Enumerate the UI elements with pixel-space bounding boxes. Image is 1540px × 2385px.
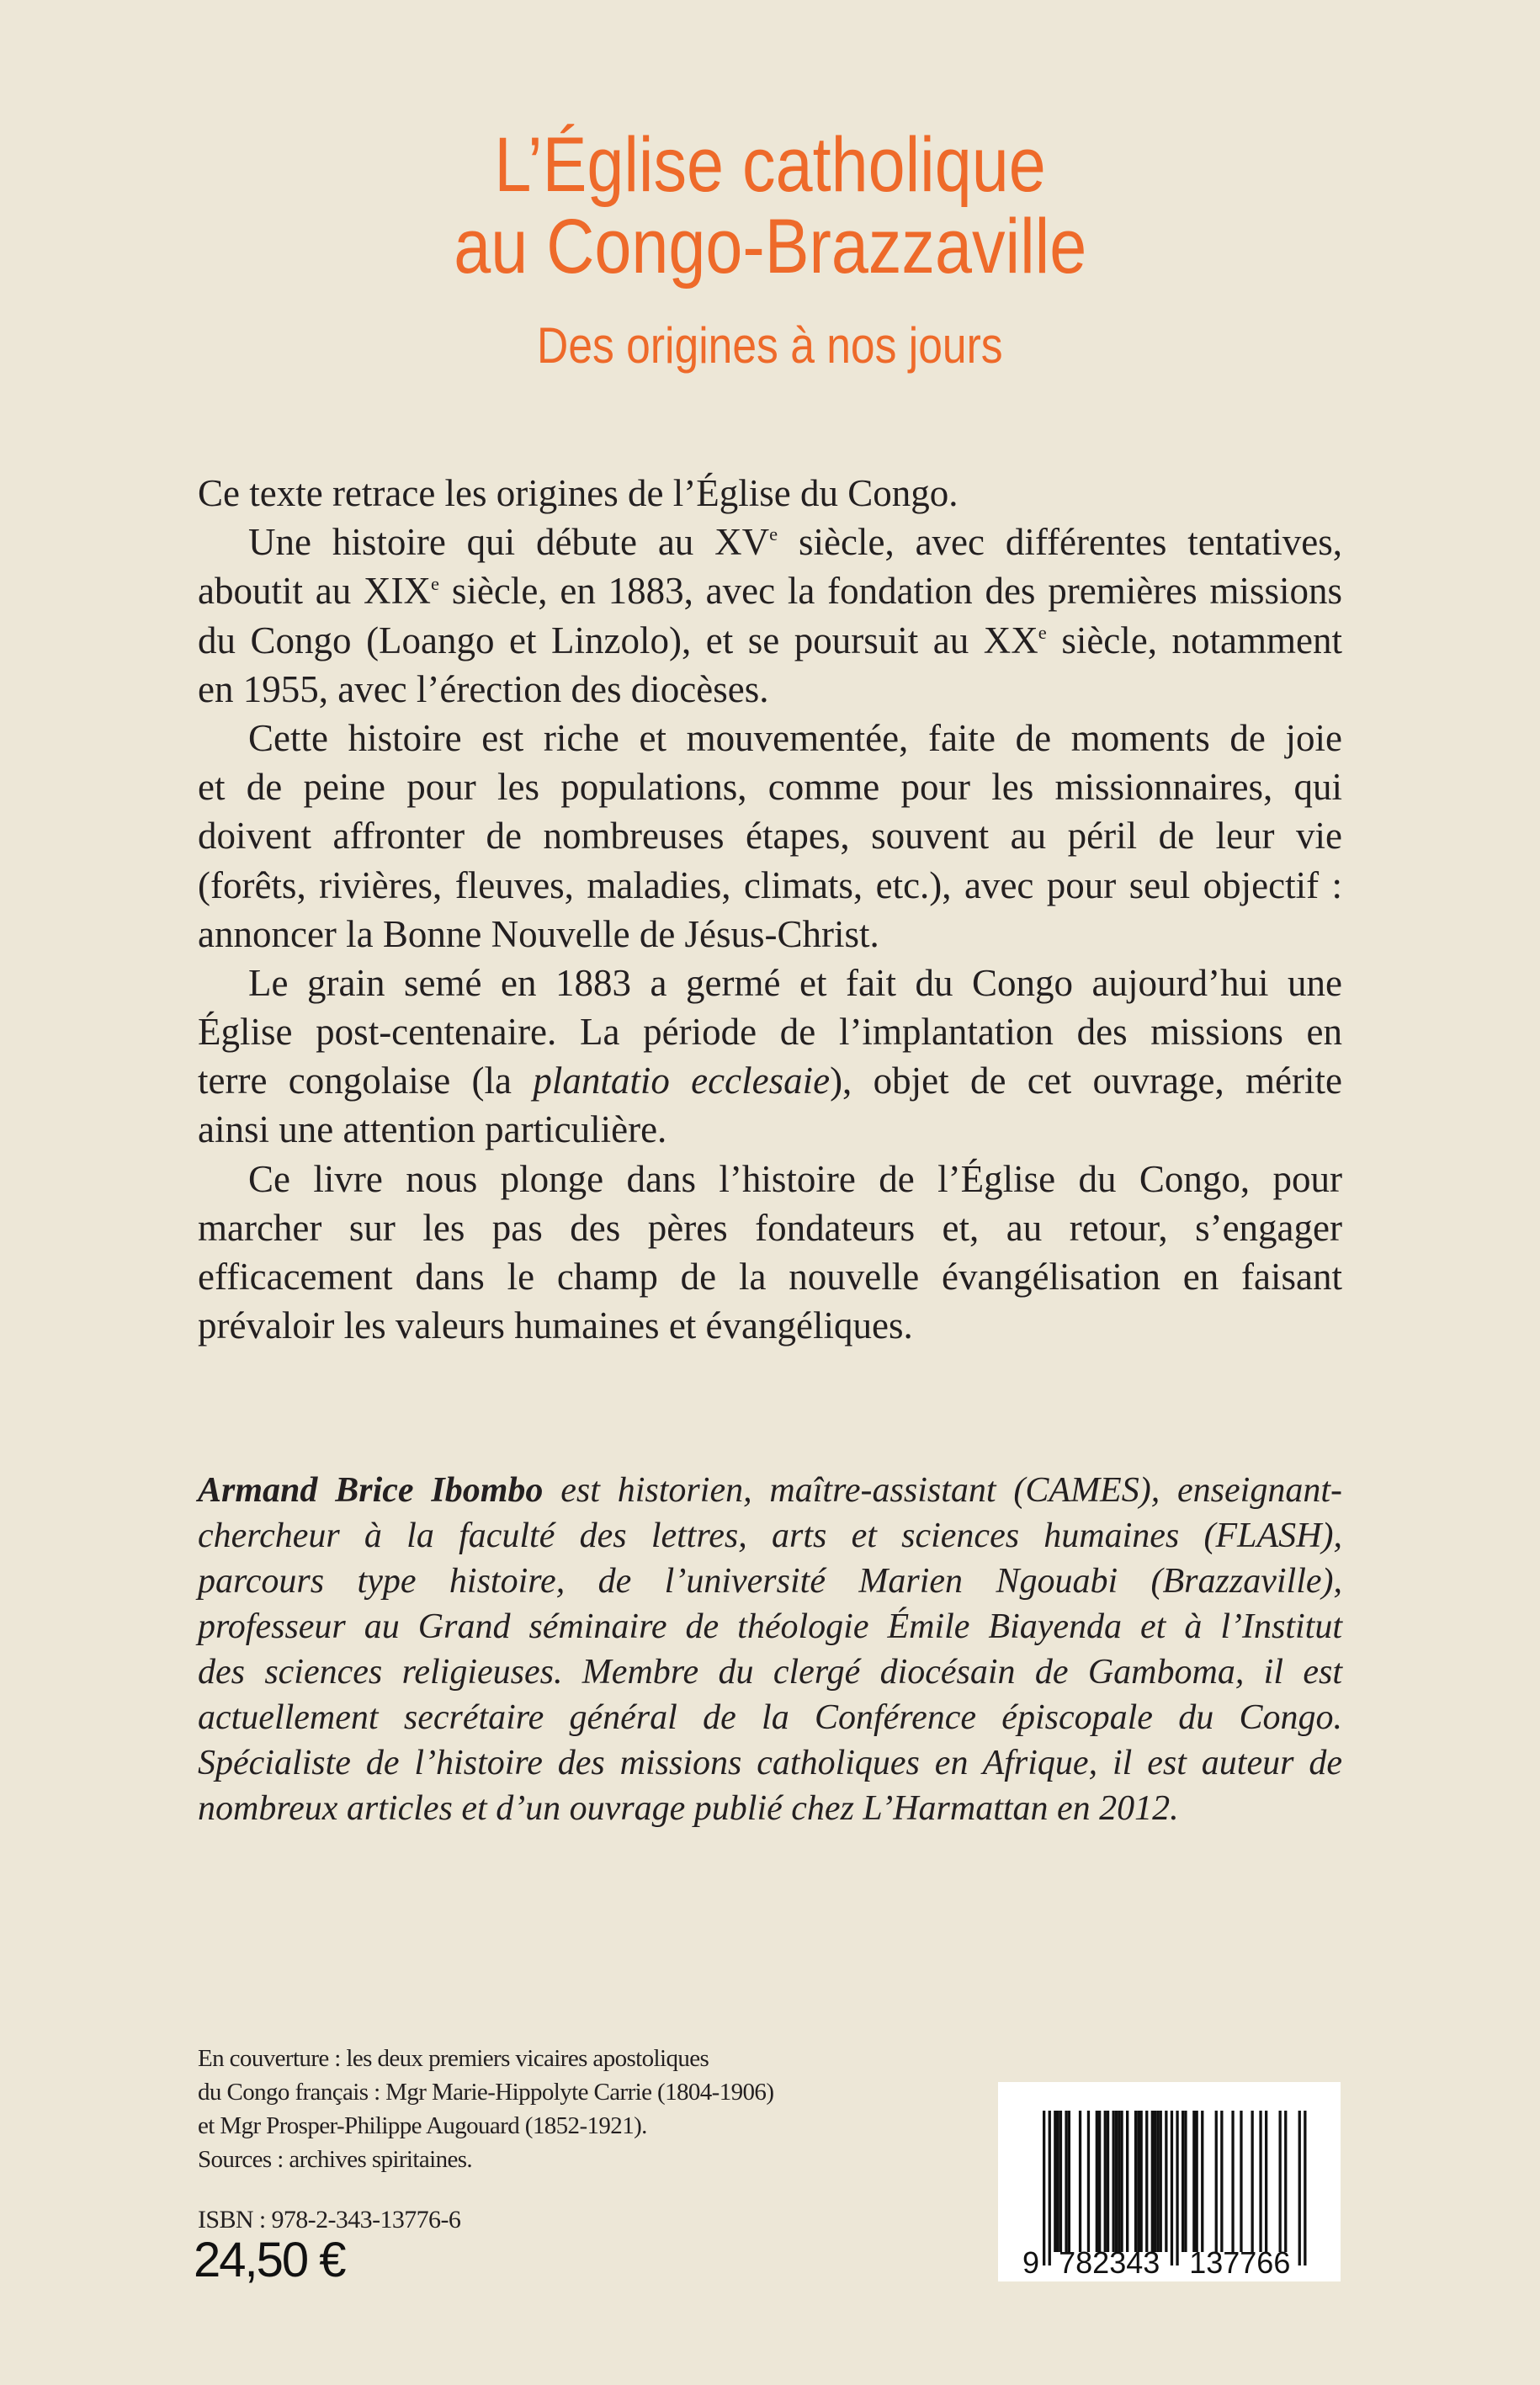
caption-line: En couverture : les deux premiers vicaires apostoliques — [198, 2045, 709, 2072]
barcode-bar — [1118, 2111, 1120, 2252]
text-line — [198, 1649, 1342, 1695]
barcode-bar — [1057, 2111, 1059, 2252]
title-text: L’Église catholique — [494, 122, 1046, 208]
superscript: e — [431, 572, 440, 594]
text-line — [198, 566, 1342, 615]
text-segment: Église post-centenaire. La période de l’implantation des missions en — [198, 1011, 1342, 1054]
barcode-bar — [1120, 2111, 1123, 2252]
book-title-line-2 — [0, 205, 1540, 289]
barcode-digits: 782343 — [1059, 2245, 1160, 2280]
summary-text — [198, 469, 1342, 1350]
text-line — [198, 1252, 1342, 1301]
text-line — [198, 1695, 1342, 1740]
barcode-digits: 9 — [1022, 2245, 1040, 2280]
superscript: e — [769, 523, 778, 545]
barcode-bar — [1156, 2111, 1159, 2252]
text-segment: marcher sur les pas des pères fondateurs et, au retour, s’engager — [198, 1206, 1342, 1249]
barcode-bar — [1160, 2111, 1162, 2252]
text-line — [198, 1786, 1342, 1831]
barcode-bar — [1068, 2111, 1070, 2252]
text-line — [198, 714, 1342, 762]
subtitle-text: Des origines à nos jours — [537, 317, 1003, 374]
text-segment: doivent affronter de nombreuses étapes, souvent au péril de leur vie — [198, 815, 1342, 858]
text-segment: et de peine pour les populations, comme pour les missionnaires, qui — [198, 766, 1342, 809]
text-segment: siècle, en 1883, avec la fondation des premières missions — [439, 570, 1342, 613]
barcode — [998, 2082, 1341, 2281]
text-line — [198, 1203, 1342, 1252]
title-text: au Congo-Brazzaville — [453, 204, 1087, 289]
text-line — [198, 1155, 1342, 1203]
barcode-bar — [1265, 2111, 1267, 2252]
barcode-graphic — [998, 2082, 1341, 2281]
text-line — [198, 518, 1342, 566]
text-segment: parcours type histoire, de l’université Marien Ngouabi (Brazzaville), — [198, 1562, 1342, 1601]
text-segment: Ce texte retrace les origines de l’Église du Congo. — [198, 472, 959, 514]
barcode-bar — [1140, 2111, 1143, 2252]
text-segment: Spécialiste de l’histoire des missions catholiques en Afrique, il est auteur de — [198, 1744, 1342, 1782]
barcode-bar — [1298, 2111, 1301, 2265]
barcode-bar — [1171, 2111, 1173, 2265]
barcode-bar — [1079, 2111, 1081, 2252]
barcode-bar — [1043, 2111, 1045, 2265]
isbn: ISBN : 978-2-343-13776-6 — [198, 2206, 461, 2234]
text-line — [198, 1007, 1342, 1056]
barcode-bar — [1184, 2111, 1187, 2252]
caption-line: et Mgr Prosper-Philippe Augouard (1852-1921). — [198, 2112, 647, 2139]
text-segment: terre congolaise (la — [198, 1060, 534, 1102]
text-segment: aboutit au XIX — [198, 570, 432, 613]
text-line — [198, 1105, 1342, 1154]
text-segment: nombreux articles et d’un ouvrage publié chez L’Harmattan en 2012. — [198, 1789, 1179, 1828]
text-segment: siècle, notamment — [1046, 619, 1342, 661]
barcode-bar — [1192, 2111, 1195, 2252]
barcode-bar — [1251, 2111, 1254, 2252]
text-line — [198, 665, 1342, 714]
barcode-bar — [1134, 2111, 1137, 2252]
barcode-bar — [1049, 2111, 1051, 2265]
barcode-bar — [1279, 2111, 1282, 2252]
caption-line: Sources : archives spiritaines. — [198, 2146, 473, 2173]
barcode-bar — [1126, 2111, 1128, 2252]
barcode-bar — [1165, 2111, 1167, 2252]
text-segment: actuellement secrétaire général de la Conférence épiscopale du Congo. — [198, 1698, 1342, 1737]
text-segment: (forêts, rivières, fleuves, maladies, climats, etc.), avec pour seul objectif : — [198, 863, 1342, 906]
text-line — [198, 1604, 1342, 1649]
text-line — [198, 1056, 1342, 1105]
barcode-bar — [1115, 2111, 1118, 2252]
barcode-bar — [1065, 2111, 1067, 2252]
text-line — [198, 1468, 1342, 1513]
barcode-bar — [1145, 2111, 1148, 2252]
text-line — [198, 1559, 1342, 1604]
text-segment: professeur au Grand séminaire de théologie Émile Biayenda et à l’Institut — [198, 1607, 1342, 1646]
text-line — [198, 861, 1342, 910]
barcode-bar — [1059, 2111, 1062, 2252]
text-segment: Le grain semé en 1883 a germé et fait du Congo aujourd’hui une — [248, 961, 1342, 1004]
barcode-bar — [1098, 2111, 1101, 2252]
barcode-bar — [1154, 2111, 1156, 2252]
barcode-bar — [1176, 2111, 1178, 2265]
text-segment: Ce livre nous plonge dans l’histoire de l’Église du Congo, pour — [248, 1157, 1342, 1200]
text-line — [198, 910, 1342, 959]
barcode-bar — [1284, 2111, 1287, 2252]
barcode-bar — [1259, 2111, 1261, 2252]
price: 24,50 € — [194, 2233, 345, 2287]
barcode-bar — [1220, 2111, 1223, 2252]
text-line — [198, 811, 1342, 860]
barcode-bar — [1151, 2111, 1154, 2252]
text-segment: prévaloir les valeurs humaines et évangéliques. — [198, 1304, 913, 1347]
barcode-bar — [1113, 2111, 1115, 2252]
superscript: e — [1038, 621, 1047, 643]
author-name: Armand Brice Ibombo — [198, 1471, 544, 1510]
barcode-bar — [1240, 2111, 1242, 2252]
cover-caption — [198, 2042, 773, 2176]
text-line — [198, 1301, 1342, 1350]
text-segment: plantatio ecclesaie — [533, 1060, 831, 1102]
barcode-bar — [1304, 2111, 1306, 2265]
text-line — [198, 469, 1342, 518]
barcode-bar — [1107, 2111, 1109, 2252]
barcode-bar — [1087, 2111, 1090, 2252]
book-title-line-1 — [0, 123, 1540, 207]
barcode-bar — [1104, 2111, 1107, 2252]
author-bio — [198, 1468, 1342, 1831]
barcode-bar — [1201, 2111, 1203, 2252]
text-segment: chercheur à la faculté des lettres, arts et sciences humaines (FLASH), — [198, 1517, 1342, 1555]
text-segment: est historien, maître-assistant (CAMES), enseignant- — [543, 1471, 1342, 1510]
text-segment: du Congo (Loango et Linzolo), et se poursuit au XX — [198, 619, 1038, 661]
barcode-bar — [1096, 2111, 1098, 2252]
text-segment: Une histoire qui débute au XV — [248, 521, 770, 564]
text-line — [198, 959, 1342, 1007]
book-subtitle — [0, 318, 1540, 374]
barcode-bar — [1137, 2111, 1139, 2252]
barcode-digits: 137766 — [1189, 2245, 1291, 2280]
text-segment: des sciences religieuses. Membre du clergé diocésain de Gamboma, il est — [198, 1653, 1342, 1692]
barcode-bar — [1231, 2111, 1234, 2252]
text-line — [198, 762, 1342, 811]
text-segment: annoncer la Bonne Nouvelle de Jésus-Christ. — [198, 912, 879, 955]
text-segment: ), objet de cet ouvrage, mérite — [830, 1060, 1342, 1102]
caption-line: du Congo français : Mgr Marie-Hippolyte Carrie (1804-1906) — [198, 2079, 774, 2106]
barcode-bar — [1054, 2111, 1056, 2252]
text-segment: efficacement dans le champ de la nouvelle évangélisation en faisant — [198, 1256, 1342, 1298]
text-segment: siècle, avec différentes tentatives, — [778, 521, 1342, 564]
barcode-bar — [1215, 2111, 1218, 2252]
barcode-bar — [1196, 2111, 1198, 2252]
text-segment: en 1955, avec l’érection des diocèses. — [198, 667, 769, 710]
text-segment: Cette histoire est riche et mouvementée, faite de moments de joie — [248, 716, 1342, 759]
text-line — [198, 1513, 1342, 1559]
text-line — [198, 616, 1342, 665]
barcode-bar — [1182, 2111, 1184, 2252]
text-segment: ainsi une attention particulière. — [198, 1108, 667, 1151]
text-line — [198, 1740, 1342, 1786]
